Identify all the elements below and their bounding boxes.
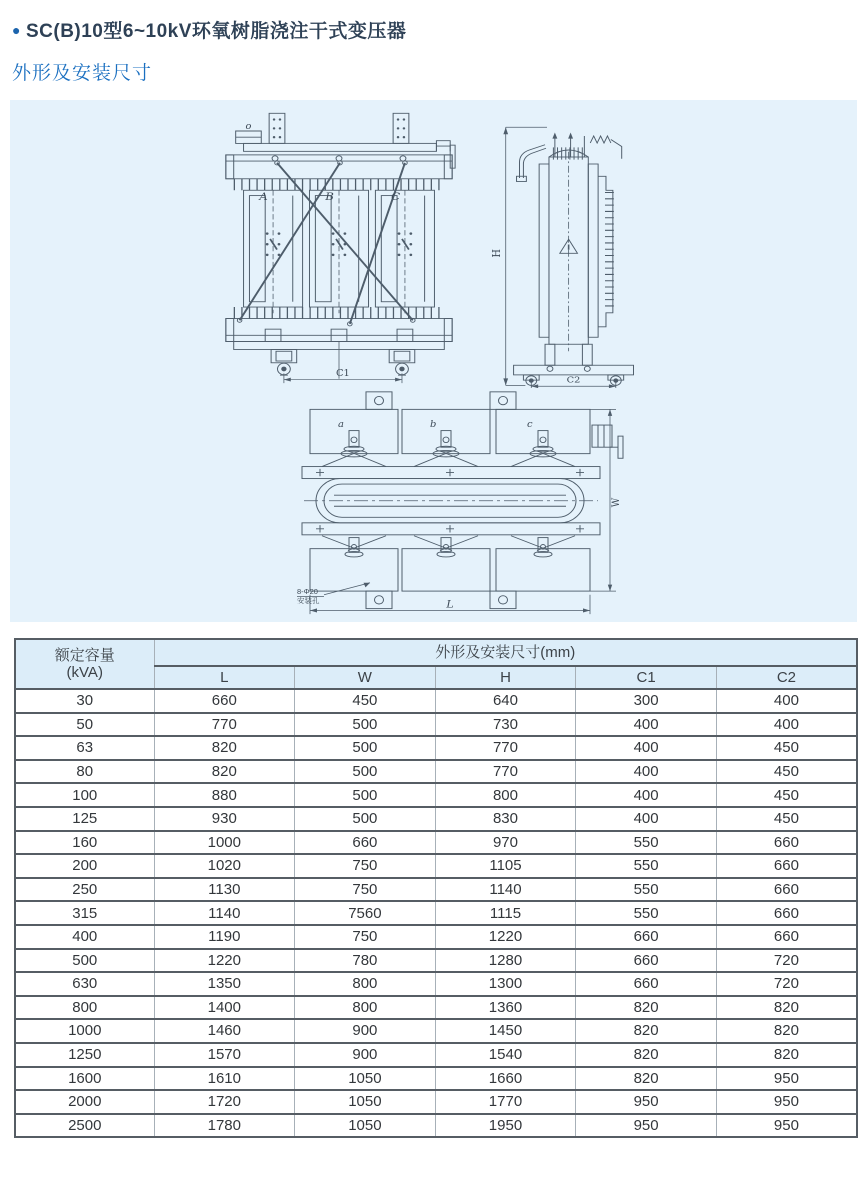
table-cell: 400 [576,713,717,737]
section-subtitle: 外形及安装尺寸 [12,63,153,84]
table-cell: 400 [716,689,857,713]
table-cell: 660 [576,972,717,996]
table-cell: 880 [154,783,295,807]
title-bullet-icon: ● [12,22,21,38]
table-cell: 660 [716,831,857,855]
dim-label-c2: C2 [566,375,581,386]
table-row [15,901,857,925]
table-cell: 1720 [154,1090,295,1114]
table-cell: 770 [154,713,295,737]
table-cell: 1130 [154,878,295,902]
table-row [15,760,857,784]
dim-label-w: W [610,497,623,508]
table-row [15,854,857,878]
table-cell: 1050 [295,1090,436,1114]
table-cell: 720 [716,949,857,973]
table-cell: 900 [295,1019,436,1043]
table-header-row-1 [15,639,857,666]
table-cell: 660 [295,831,436,855]
table-cell: 820 [154,760,295,784]
col-header-h: H [435,666,576,689]
table-cell: 1105 [435,854,576,878]
table-cell: 820 [716,996,857,1020]
table-cell: 800 [15,996,154,1020]
table-cell: 400 [576,760,717,784]
table-cell: 1220 [154,949,295,973]
table-cell: 500 [15,949,154,973]
table-cell: 1950 [435,1114,576,1138]
table-cell: 1770 [435,1090,576,1114]
dim-label-l: L [446,599,454,611]
table-cell: 50 [15,713,154,737]
table-cell: 900 [295,1043,436,1067]
table-cell: 1360 [435,996,576,1020]
table-cell: 660 [576,949,717,973]
table-cell: 400 [15,925,154,949]
table-cell: 660 [716,901,857,925]
table-cell: 770 [435,736,576,760]
table-row [15,689,857,713]
group-header: 外形及安装尺寸(mm) [154,639,857,666]
mounting-holes-note-line2: 安装孔 [297,596,320,606]
table-row [15,878,857,902]
col-header-l: L [154,666,295,689]
table-cell: 950 [716,1090,857,1114]
table-cell: 820 [576,1019,717,1043]
table-cell: 1050 [295,1114,436,1138]
table-cell: 1460 [154,1019,295,1043]
table-cell: 500 [295,713,436,737]
table-cell: 770 [435,760,576,784]
phase-label-b: B [325,190,334,203]
table-cell: 7560 [295,901,436,925]
mounting-holes-note-line1: 8-Φ20 [297,587,318,596]
table-cell: 1020 [154,854,295,878]
table-cell: 1660 [435,1067,576,1091]
table-cell: 820 [576,1043,717,1067]
page-title [12,16,406,43]
table-cell: 660 [716,925,857,949]
bushing-label-c: c [527,419,533,430]
capacity-header-line1: 额定容量 [54,646,115,664]
table-cell: 1610 [154,1067,295,1091]
table-row [15,949,857,973]
table-cell: 970 [435,831,576,855]
table-cell: 800 [435,783,576,807]
table-cell: 750 [295,878,436,902]
table-cell: 125 [15,807,154,831]
dim-label-c1: C1 [336,368,350,379]
table-cell: 1140 [154,901,295,925]
table-cell: 820 [154,736,295,760]
table-cell: 1190 [154,925,295,949]
table-cell: 1000 [15,1019,154,1043]
table-cell: 450 [716,807,857,831]
table-row [15,1043,857,1067]
table-cell: 820 [716,1043,857,1067]
side-view-drawing [490,108,662,388]
table-cell: 550 [576,878,717,902]
table-cell: 660 [716,878,857,902]
table-cell: 450 [295,689,436,713]
table-cell: 1115 [435,901,576,925]
dimensions-table [14,638,858,1138]
table-cell: 500 [295,760,436,784]
table-cell: 1250 [15,1043,154,1067]
table-cell: 550 [576,901,717,925]
table-row [15,1090,857,1114]
table-cell: 30 [15,689,154,713]
table-cell: 100 [15,783,154,807]
table-cell: 1350 [154,972,295,996]
table-cell: 720 [716,972,857,996]
table-cell: 660 [716,854,857,878]
table-cell: 730 [435,713,576,737]
table-cell: 1540 [435,1043,576,1067]
table-cell: 950 [716,1067,857,1091]
table-cell: 1600 [15,1067,154,1091]
table-row [15,925,857,949]
table-row [15,713,857,737]
table-cell: 1140 [435,878,576,902]
table-row [15,783,857,807]
table-cell: 1450 [435,1019,576,1043]
top-view-drawing [280,390,625,616]
table-cell: 1780 [154,1114,295,1138]
table-cell: 780 [295,949,436,973]
table-cell: 500 [295,807,436,831]
table-cell: 930 [154,807,295,831]
bushing-label-a: a [338,419,344,430]
col-header-c1: C1 [576,666,717,689]
table-cell: 450 [716,783,857,807]
table-cell: 200 [15,854,154,878]
table-cell: 950 [576,1114,717,1138]
col-header-c2: C2 [716,666,857,689]
phase-label-c: C [391,190,401,203]
table-cell: 630 [15,972,154,996]
table-row [15,1067,857,1091]
table-cell: 640 [435,689,576,713]
capacity-header-line2: (kVA) [66,664,103,681]
table-cell: 450 [716,760,857,784]
table-cell: 400 [576,783,717,807]
table-cell: 63 [15,736,154,760]
table-cell: 80 [15,760,154,784]
col-header-w: W [295,666,436,689]
phase-label-a: A [259,190,268,203]
table-cell: 950 [716,1114,857,1138]
page-title-text: SC(B)10型6~10kV环氧树脂浇注干式变压器 [25,21,407,42]
table-cell: 660 [154,689,295,713]
table-cell: 1280 [435,949,576,973]
table-cell: 315 [15,901,154,925]
table-cell: 400 [576,736,717,760]
table-row [15,1114,857,1138]
bushing-label-b: b [430,419,437,430]
table-row [15,996,857,1020]
table-cell: 300 [576,689,717,713]
table-cell: 950 [576,1090,717,1114]
table-cell: 550 [576,831,717,855]
table-cell: 750 [295,854,436,878]
table-row [15,1019,857,1043]
table-cell: 250 [15,878,154,902]
table-row [15,831,857,855]
table-cell: 1400 [154,996,295,1020]
table-cell: 820 [716,1019,857,1043]
table-cell: 1300 [435,972,576,996]
table-row [15,807,857,831]
table-cell: 2500 [15,1114,154,1138]
table-cell: 1220 [435,925,576,949]
corner-label-o: o [245,121,252,133]
table-row [15,736,857,760]
table-cell: 750 [295,925,436,949]
table-cell: 820 [576,1067,717,1091]
table-cell: 820 [576,996,717,1020]
table-cell: 660 [576,925,717,949]
table-cell: 550 [576,854,717,878]
table-cell: 800 [295,996,436,1020]
capacity-header [15,639,154,689]
dim-label-h: H [491,249,503,258]
table-cell: 400 [716,713,857,737]
front-view-drawing [216,108,462,384]
table-cell: 830 [435,807,576,831]
table-cell: 160 [15,831,154,855]
table-row [15,972,857,996]
table-body [15,689,857,1137]
table-cell: 500 [295,783,436,807]
table-cell: 2000 [15,1090,154,1114]
table-cell: 1570 [154,1043,295,1067]
table-cell: 1050 [295,1067,436,1091]
table-cell: 400 [576,807,717,831]
table-cell: 1000 [154,831,295,855]
table-cell: 450 [716,736,857,760]
drawing-panel [10,100,857,622]
table-cell: 500 [295,736,436,760]
table-cell: 800 [295,972,436,996]
